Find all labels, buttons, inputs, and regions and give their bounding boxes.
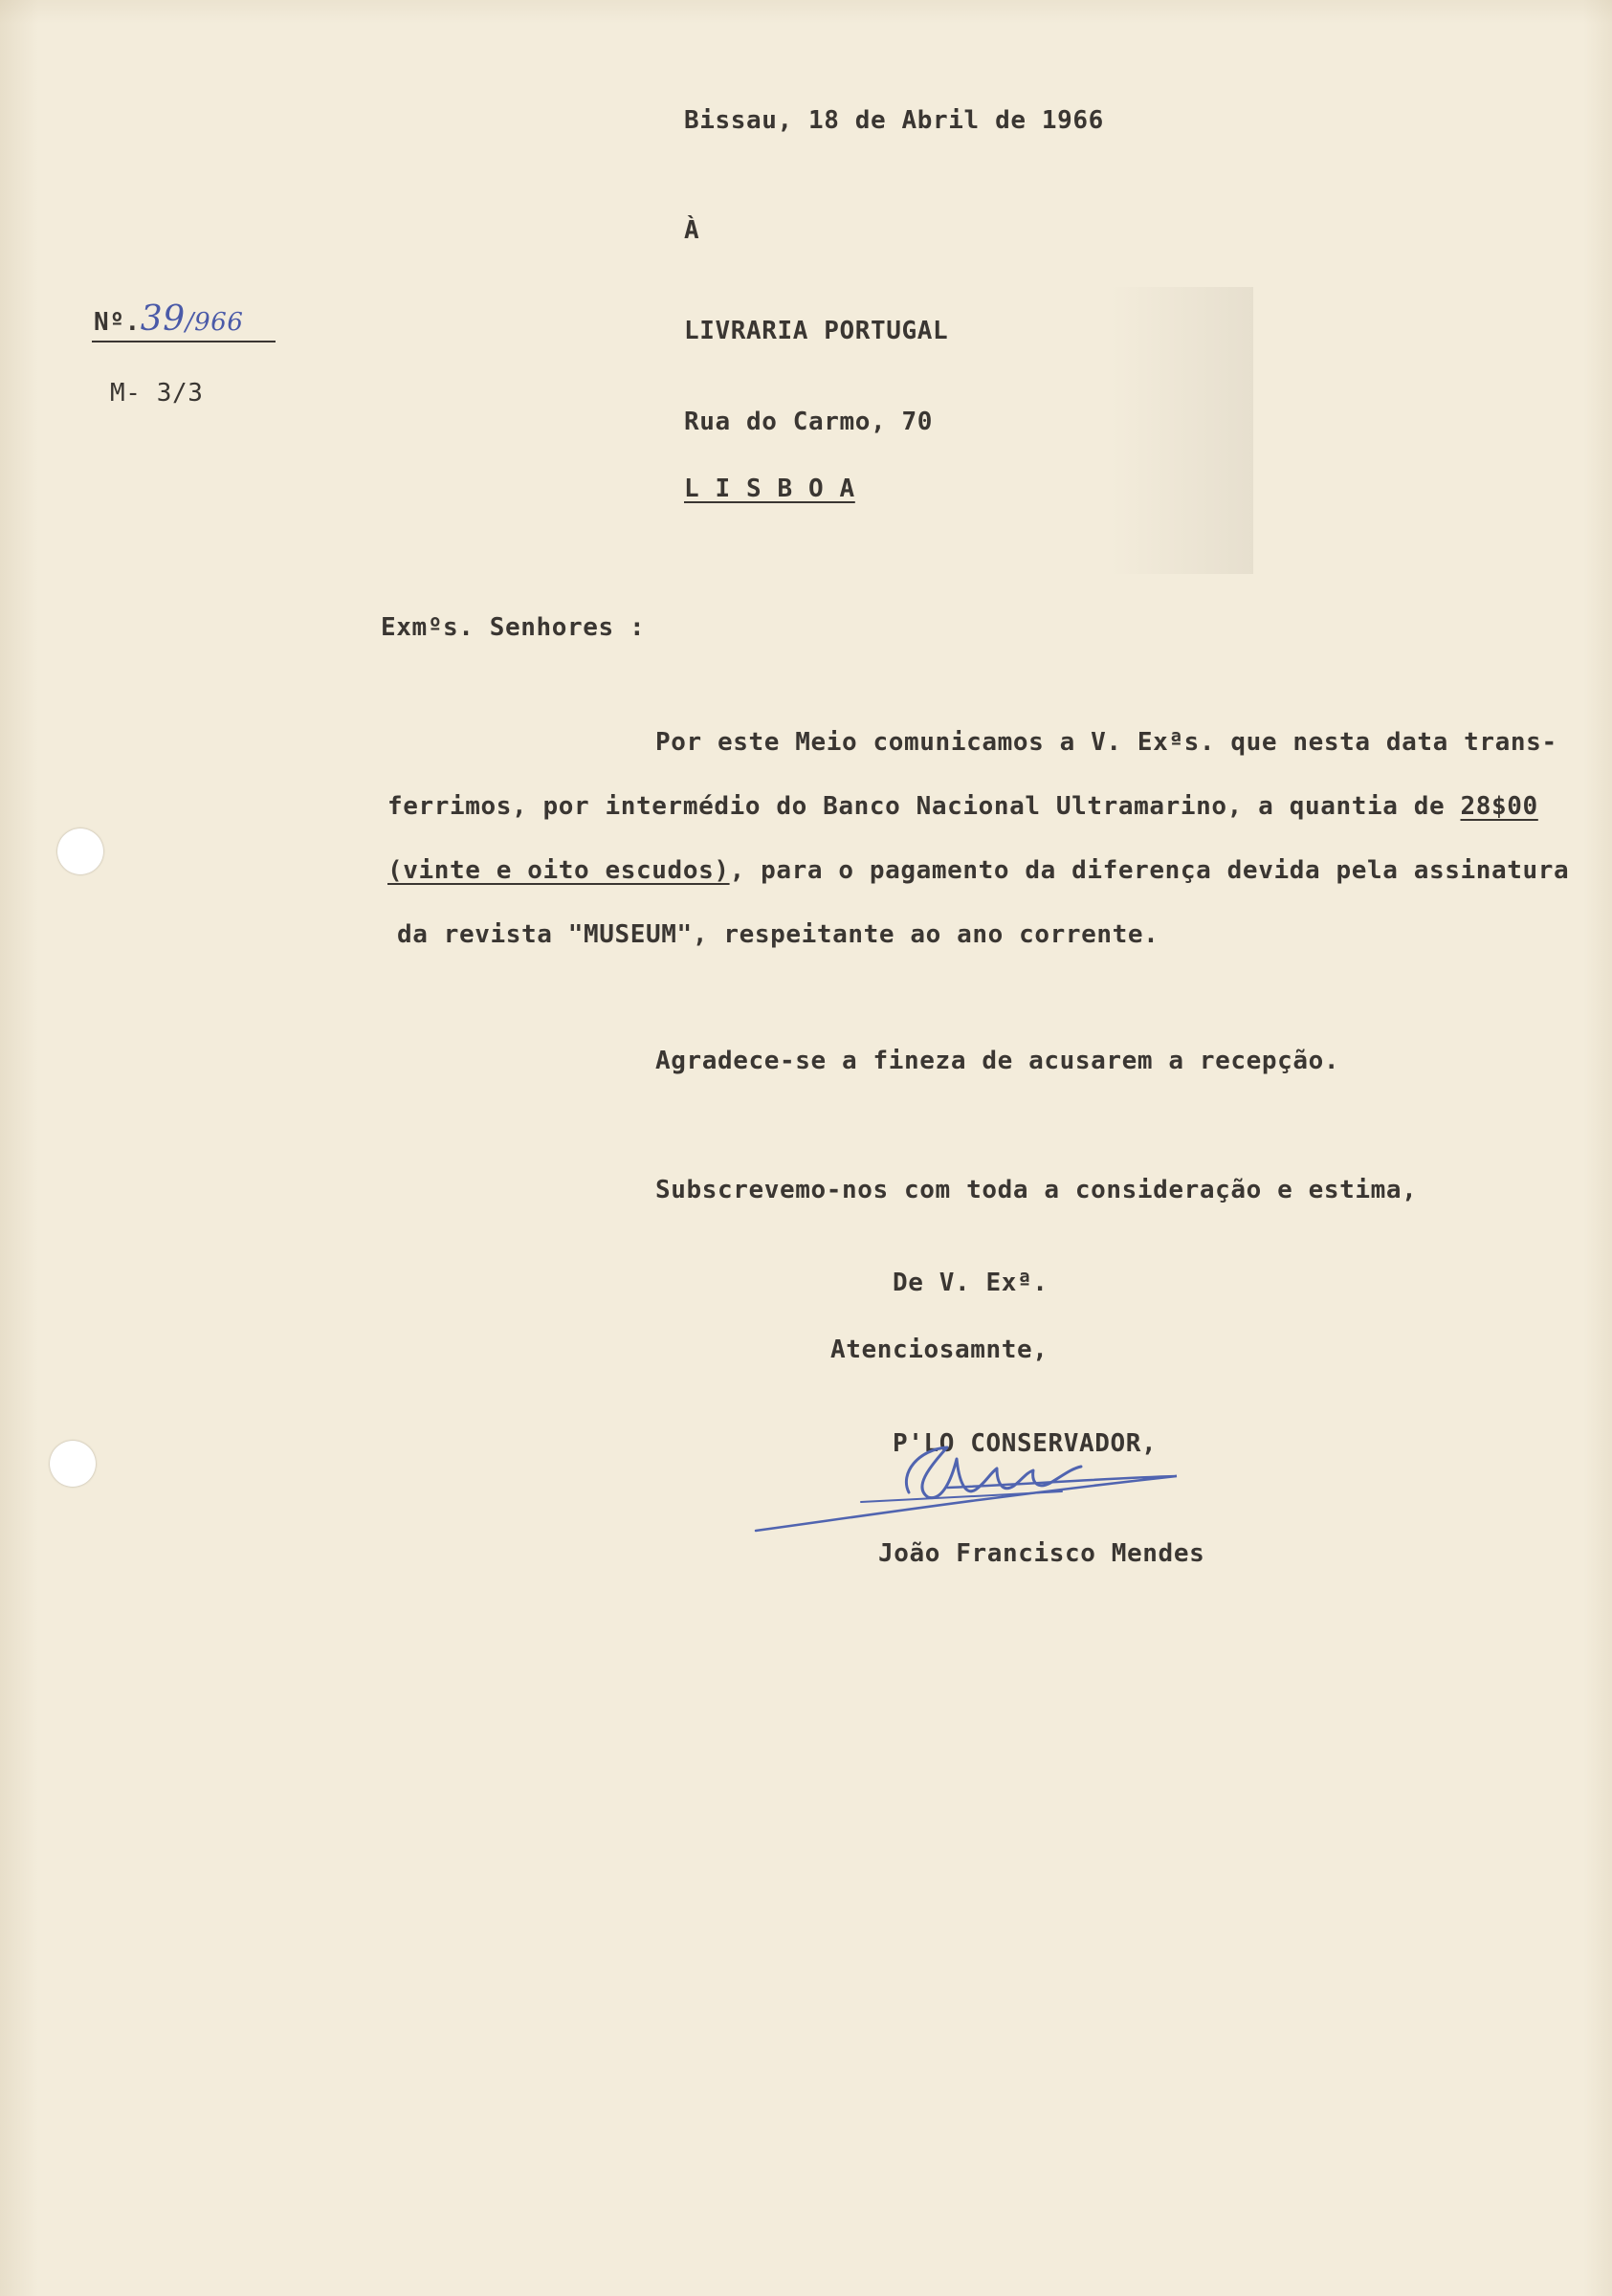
punch-hole-upper [57, 828, 103, 874]
recipient-street: Rua do Carmo, 70 [684, 408, 934, 436]
reference-number [94, 299, 244, 339]
recipient-name: LIVRARIA PORTUGAL [684, 317, 949, 345]
amount-figure: 28$00 [1460, 792, 1538, 821]
body-line-2 [387, 791, 1538, 822]
signer-name: João Francisco Mendes [878, 1539, 1205, 1568]
reference-handwritten-number: 39 [140, 299, 186, 339]
body-line-3-text: , para o pagamento da diferença devida pela assinatura [729, 856, 1570, 885]
body-line-1: Por este Meio comunicamos a V. Exªs. que nesta data trans- [655, 728, 1557, 757]
date-line: Bissau, 18 de Abril de 1966 [684, 106, 1104, 135]
reference-year: /966 [185, 308, 244, 337]
to-prefix: À [684, 216, 700, 245]
punch-hole-lower [50, 1441, 96, 1487]
closing-line-1: De V. Exª. [893, 1269, 1049, 1297]
handwritten-signature [746, 1430, 1186, 1545]
reference-underline [92, 341, 276, 342]
body-line-4: da revista "MUSEUM", respeitante ao ano corrente. [397, 920, 1159, 949]
amount-words: (vinte e oito escudos) [387, 856, 730, 885]
reference-sub: M- 3/3 [110, 379, 204, 408]
paragraph-2: Agradece-se a fineza de acusarem a recepção. [655, 1047, 1340, 1075]
paragraph-3: Subscrevemo-nos com toda a consideração e estima, [655, 1176, 1418, 1204]
salutation: Exmºs. Senhores : [381, 613, 646, 642]
closing-line-2: Atenciosamnte, [830, 1336, 1049, 1364]
body-line-2-text: ferrimos, por intermédio do Banco Nacional Ultramarino, a quantia de [387, 792, 1446, 821]
scan-shadow [1110, 287, 1253, 574]
recipient-city: L I S B O A [684, 475, 855, 503]
reference-prefix: Nº. [94, 308, 141, 337]
body-line-3 [387, 855, 1569, 886]
signer-title: P'LO CONSERVADOR, [893, 1429, 1158, 1458]
